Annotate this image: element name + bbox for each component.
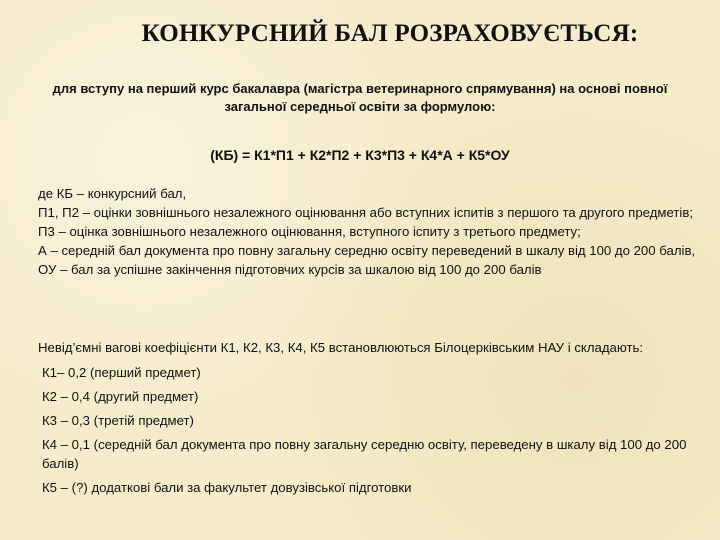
definition-item: П3 – оцінка зовнішнього незалежного оцінювання, вступного іспиту з третього предмету; (38, 224, 581, 239)
definitions-block (38, 184, 698, 279)
coefficients-block (38, 338, 698, 502)
slide-title: КОНКУРСНИЙ БАЛ РОЗРАХОВУЄТЬСЯ: (141, 20, 639, 47)
coefficient-item: К4 – 0,1 (середній бал документа про повну загальну середню освіту, переведену в шкалу від 100 до 200 балів) (42, 437, 687, 471)
definition-item: ОУ – бал за успішне закінчення підготовчих курсів за шкалою від 100 до 200 балів (38, 262, 542, 277)
coefficient-item: К5 – (?) додаткові бали за факультет довузівської підготовки (42, 480, 412, 495)
coefficient-item: К1– 0,2 (перший предмет) (42, 365, 201, 380)
coefficient-item: К2 – 0,4 (другий предмет) (42, 389, 199, 404)
definition-item: А – середній бал документа про повну загальну середню освіту переведений в шкалу від 100 до 200 балів, (38, 243, 696, 258)
definition-item: П1, П2 – оцінки зовнішнього незалежного оцінювання або вступних іспитів з першого та другого предметів; (38, 205, 693, 220)
coefficient-item: К3 – 0,3 (третій предмет) (42, 413, 194, 428)
intro-text: для вступу на перший курс бакалавра (магістра ветеринарного спрямування) на основі повної загальної середньої освіти за формулою: (52, 81, 668, 114)
definition-item: де КБ – конкурсний бал, (38, 186, 187, 201)
formula: (КБ) = К1*П1 + К2*П2 + К3*П3 + К4*А + К5*ОУ (210, 147, 510, 163)
coefficients-intro: Невід’ємні вагові коефіцієнти К1, К2, К3, К4, К5 встановлюються Білоцерківським НАУ і складають: (38, 340, 644, 355)
